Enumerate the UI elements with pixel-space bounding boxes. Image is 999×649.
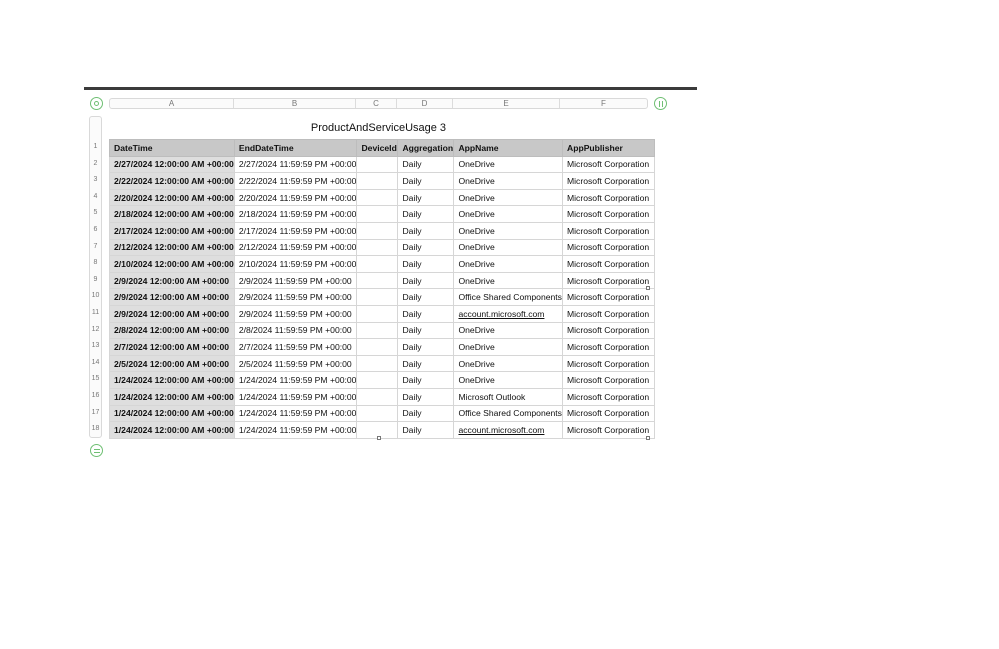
cell-datetime[interactable]: 2/20/2024 12:00:00 AM +00:00 (110, 189, 235, 206)
cell-apppublisher[interactable]: Microsoft Corporation (562, 272, 654, 289)
row-number[interactable]: 14 (91, 358, 100, 366)
cell-apppublisher[interactable]: Microsoft Corporation (562, 239, 654, 256)
cell-enddatetime[interactable]: 2/18/2024 11:59:59 PM +00:00 (234, 206, 357, 223)
cell-aggregation[interactable]: Daily (398, 305, 454, 322)
cell-deviceid[interactable] (357, 189, 398, 206)
cell-enddatetime[interactable]: 2/17/2024 11:59:59 PM +00:00 (234, 222, 357, 239)
cell-enddatetime[interactable]: 2/9/2024 11:59:59 PM +00:00 (234, 272, 357, 289)
cell-deviceid[interactable] (357, 256, 398, 273)
cell-aggregation[interactable]: Daily (398, 372, 454, 389)
cell-datetime[interactable]: 2/7/2024 12:00:00 AM +00:00 (110, 339, 235, 356)
column-letter-d[interactable]: D (397, 99, 453, 108)
cell-deviceid[interactable] (357, 239, 398, 256)
table-row (110, 339, 655, 356)
cell-appname[interactable]: OneDrive (454, 272, 563, 289)
cell-deviceid[interactable] (357, 372, 398, 389)
cell-appname[interactable]: OneDrive (454, 239, 563, 256)
cell-deviceid[interactable] (357, 305, 398, 322)
cell-deviceid[interactable] (357, 289, 398, 306)
cell-appname[interactable]: OneDrive (454, 156, 563, 173)
column-letter-c[interactable]: C (356, 99, 397, 108)
cell-deviceid[interactable] (357, 355, 398, 372)
cell-enddatetime[interactable]: 1/24/2024 11:59:59 PM +00:00 (234, 372, 357, 389)
table-row (110, 289, 655, 306)
resize-handle-right[interactable] (646, 286, 650, 290)
cell-appname[interactable]: Office Shared Components (454, 405, 563, 422)
cell-apppublisher[interactable]: Microsoft Corporation (562, 222, 654, 239)
cell-apppublisher[interactable]: Microsoft Corporation (562, 156, 654, 173)
cell-aggregation[interactable]: Daily (398, 272, 454, 289)
cell-aggregation[interactable]: Daily (398, 189, 454, 206)
table-row (110, 206, 655, 223)
row-number[interactable]: 16 (91, 392, 100, 399)
cell-aggregation[interactable]: Daily (398, 173, 454, 190)
cell-datetime[interactable]: 2/10/2024 12:00:00 AM +00:00 (110, 256, 235, 273)
table-row (110, 222, 655, 239)
row-number[interactable]: 9 (93, 275, 98, 283)
row-number[interactable]: 7 (93, 242, 98, 250)
row-number[interactable]: 2 (93, 159, 98, 167)
cell-aggregation[interactable]: Daily (398, 156, 454, 173)
cell-datetime[interactable]: 2/8/2024 12:00:00 AM +00:00 (110, 322, 235, 339)
cell-apppublisher[interactable]: Microsoft Corporation (562, 322, 654, 339)
cell-aggregation[interactable]: Daily (398, 222, 454, 239)
row-number[interactable]: 4 (93, 192, 98, 200)
cell-datetime[interactable]: 2/27/2024 12:00:00 AM +00:00 (110, 156, 235, 173)
table-row (110, 355, 655, 372)
cell-enddatetime[interactable]: 1/24/2024 11:59:59 PM +00:00 (234, 405, 357, 422)
column-header-bar (109, 98, 648, 109)
select-table-icon[interactable] (90, 97, 103, 110)
table-row (110, 189, 655, 206)
cell-enddatetime[interactable]: 2/8/2024 11:59:59 PM +00:00 (234, 322, 357, 339)
column-letter-b[interactable]: B (234, 99, 356, 108)
cell-apppublisher[interactable]: Microsoft Corporation (562, 422, 654, 439)
cell-deviceid[interactable] (357, 405, 398, 422)
row-number[interactable]: 3 (93, 176, 98, 184)
cell-datetime[interactable]: 1/24/2024 12:00:00 AM +00:00 (110, 422, 235, 439)
header-cell-aggregation[interactable]: Aggregation (398, 140, 454, 157)
app-name-link[interactable]: account.microsoft.com (458, 308, 545, 319)
cell-deviceid[interactable] (357, 156, 398, 173)
cell-enddatetime[interactable]: 2/9/2024 11:59:59 PM +00:00 (234, 305, 357, 322)
row-number[interactable]: 8 (93, 259, 98, 267)
row-number[interactable]: 6 (93, 226, 98, 233)
cell-aggregation[interactable]: Daily (398, 339, 454, 356)
cell-aggregation[interactable]: Daily (398, 256, 454, 273)
cell-datetime[interactable]: 1/24/2024 12:00:00 AM +00:00 (110, 388, 235, 405)
table-row (110, 372, 655, 389)
row-number[interactable]: 12 (91, 325, 100, 333)
cell-deviceid[interactable] (357, 173, 398, 190)
resize-handle-corner[interactable] (646, 436, 650, 440)
resize-handle-bottom[interactable] (377, 436, 381, 440)
table-row (110, 388, 655, 405)
table-row (110, 256, 655, 273)
row-number[interactable]: 15 (91, 375, 100, 383)
column-letter-a[interactable]: A (110, 99, 234, 108)
cell-appname[interactable]: OneDrive (454, 372, 563, 389)
cell-aggregation[interactable]: Daily (398, 405, 454, 422)
cell-aggregation[interactable]: Daily (398, 388, 454, 405)
row-number[interactable]: 17 (91, 408, 100, 416)
cell-datetime[interactable]: 2/9/2024 12:00:00 AM +00:00 (110, 305, 235, 322)
table-row (110, 322, 655, 339)
cell-apppublisher[interactable]: Microsoft Corporation (562, 173, 654, 190)
row-number[interactable]: 5 (93, 209, 98, 217)
cell-deviceid[interactable] (357, 222, 398, 239)
header-row (110, 140, 655, 157)
cell-appname[interactable]: OneDrive (454, 206, 563, 223)
cell-enddatetime[interactable]: 2/27/2024 11:59:59 PM +00:00 (234, 156, 357, 173)
table-row (110, 305, 655, 322)
table-row (110, 405, 655, 422)
cell-appname[interactable]: OneDrive (454, 256, 563, 273)
table-row (110, 422, 655, 439)
cell-datetime[interactable]: 2/18/2024 12:00:00 AM +00:00 (110, 206, 235, 223)
cell-datetime[interactable]: 2/9/2024 12:00:00 AM +00:00 (110, 272, 235, 289)
cell-datetime[interactable]: 1/24/2024 12:00:00 AM +00:00 (110, 372, 235, 389)
cell-appname[interactable]: OneDrive (454, 339, 563, 356)
cell-apppublisher[interactable]: Microsoft Corporation (562, 405, 654, 422)
cell-enddatetime[interactable]: 2/10/2024 11:59:59 PM +00:00 (234, 256, 357, 273)
data-table (109, 139, 655, 439)
table-row (110, 156, 655, 173)
cell-aggregation[interactable]: Daily (398, 355, 454, 372)
add-row-icon[interactable] (90, 444, 103, 457)
cell-appname[interactable]: OneDrive (454, 173, 563, 190)
row-number[interactable]: 13 (91, 342, 100, 350)
cell-datetime[interactable]: 2/9/2024 12:00:00 AM +00:00 (110, 289, 235, 306)
header-cell-apppublisher[interactable]: AppPublisher (562, 140, 654, 157)
cell-appname[interactable]: OneDrive (454, 222, 563, 239)
cell-aggregation[interactable]: Daily (398, 239, 454, 256)
cell-datetime[interactable]: 2/12/2024 12:00:00 AM +00:00 (110, 239, 235, 256)
table-row (110, 239, 655, 256)
cell-appname[interactable]: OneDrive (454, 355, 563, 372)
sheet-divider-line (84, 87, 697, 90)
cell-enddatetime[interactable]: 1/24/2024 11:59:59 PM +00:00 (234, 422, 357, 439)
cell-deviceid[interactable] (357, 272, 398, 289)
cell-apppublisher[interactable]: Microsoft Corporation (562, 372, 654, 389)
cell-appname[interactable]: Office Shared Components (454, 289, 563, 306)
row-number[interactable]: 1 (93, 143, 98, 150)
cell-aggregation[interactable]: Daily (398, 206, 454, 223)
cell-aggregation[interactable]: Daily (398, 322, 454, 339)
table-title[interactable]: ProductAndServiceUsage 3 (310, 122, 447, 134)
table-row (110, 173, 655, 190)
cell-enddatetime[interactable]: 2/7/2024 11:59:59 PM +00:00 (234, 339, 357, 356)
cell-datetime[interactable]: 2/22/2024 12:00:00 AM +00:00 (110, 173, 235, 190)
column-letter-f[interactable]: F (601, 99, 606, 108)
cell-apppublisher[interactable]: Microsoft Corporation (562, 289, 654, 306)
header-cell-datetime[interactable]: DateTime (110, 140, 235, 157)
cell-datetime[interactable]: 2/5/2024 12:00:00 AM +00:00 (110, 355, 235, 372)
cell-deviceid[interactable] (357, 388, 398, 405)
cell-datetime[interactable]: 1/24/2024 12:00:00 AM +00:00 (110, 405, 235, 422)
cell-enddatetime[interactable]: 2/12/2024 11:59:59 PM +00:00 (234, 239, 357, 256)
app-name-link[interactable]: account.microsoft.com (458, 424, 545, 435)
cell-enddatetime[interactable]: 2/22/2024 11:59:59 PM +00:00 (234, 173, 357, 190)
cell-apppublisher[interactable]: Microsoft Corporation (562, 256, 654, 273)
cell-aggregation[interactable]: Daily (398, 422, 454, 439)
header-cell-appname[interactable]: AppName (454, 140, 563, 157)
cell-deviceid[interactable] (357, 339, 398, 356)
cell-aggregation[interactable]: Daily (398, 289, 454, 306)
cell-datetime[interactable]: 2/17/2024 12:00:00 AM +00:00 (110, 222, 235, 239)
cell-apppublisher[interactable]: Microsoft Corporation (562, 189, 654, 206)
row-number[interactable]: 11 (91, 309, 100, 316)
cell-enddatetime[interactable]: 2/9/2024 11:59:59 PM +00:00 (234, 289, 357, 306)
cell-apppublisher[interactable]: Microsoft Corporation (562, 355, 654, 372)
header-cell-enddatetime[interactable]: EndDateTime (234, 140, 357, 157)
cell-appname[interactable]: Microsoft Outlook (454, 388, 563, 405)
table-row (110, 272, 655, 289)
cell-deviceid[interactable] (357, 322, 398, 339)
column-letter-e[interactable]: E (453, 99, 560, 108)
cell-appname[interactable] (454, 305, 563, 322)
cell-enddatetime[interactable]: 1/24/2024 11:59:59 PM +00:00 (234, 388, 357, 405)
cell-apppublisher[interactable]: Microsoft Corporation (562, 305, 654, 322)
cell-appname[interactable] (454, 422, 563, 439)
header-cell-deviceid[interactable]: DeviceId (357, 140, 398, 157)
cell-appname[interactable]: OneDrive (454, 189, 563, 206)
cell-apppublisher[interactable]: Microsoft Corporation (562, 206, 654, 223)
cell-enddatetime[interactable]: 2/20/2024 11:59:59 PM +00:00 (234, 189, 357, 206)
add-column-icon[interactable] (654, 97, 667, 110)
cell-deviceid[interactable] (357, 206, 398, 223)
cell-apppublisher[interactable]: Microsoft Corporation (562, 388, 654, 405)
cell-enddatetime[interactable]: 2/5/2024 11:59:59 PM +00:00 (234, 355, 357, 372)
row-number[interactable]: 10 (91, 292, 100, 300)
row-number[interactable]: 18 (91, 425, 100, 433)
cell-appname[interactable]: OneDrive (454, 322, 563, 339)
cell-apppublisher[interactable]: Microsoft Corporation (562, 339, 654, 356)
